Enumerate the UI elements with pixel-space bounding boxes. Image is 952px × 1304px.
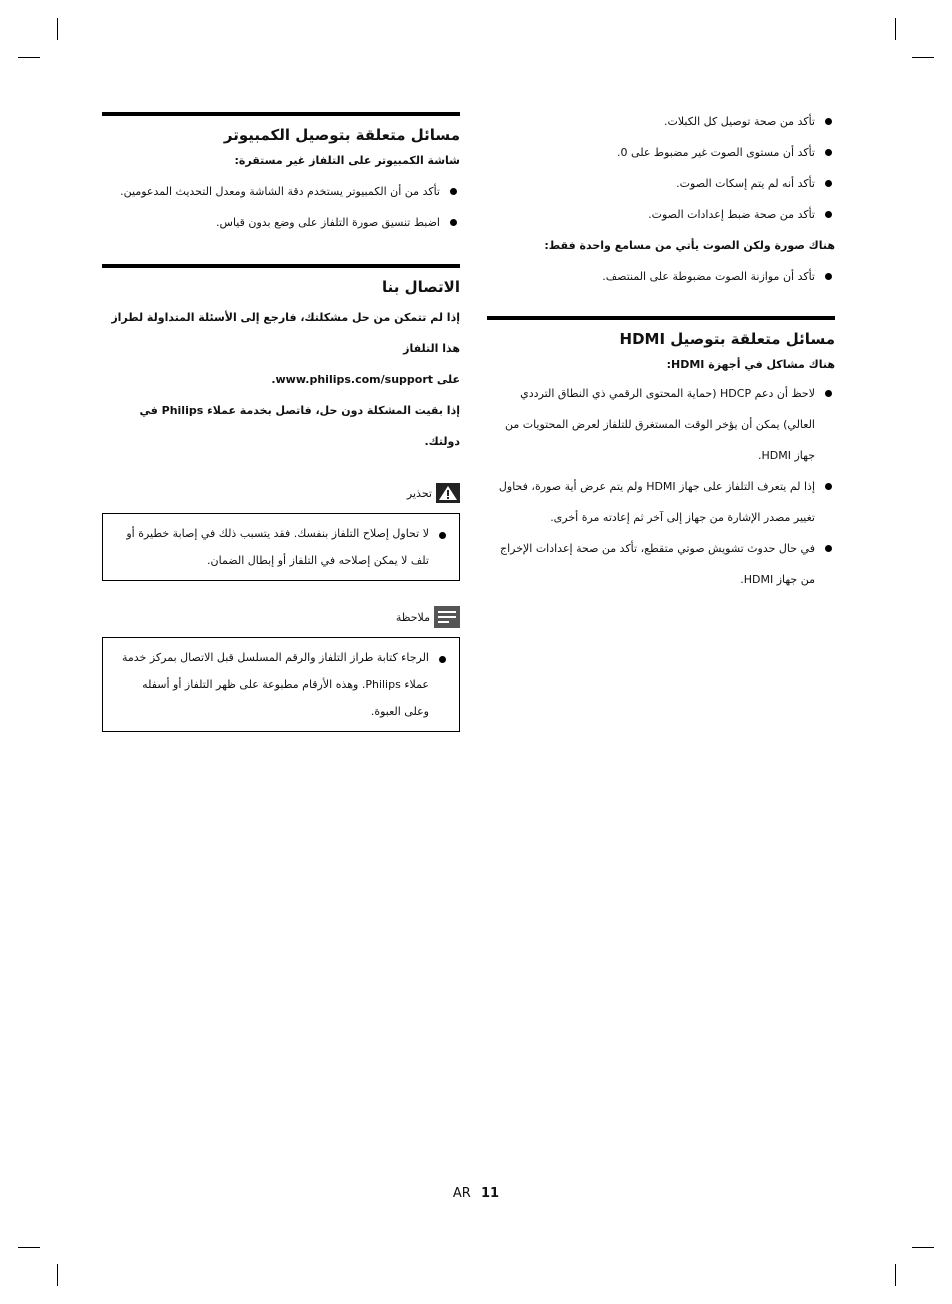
warning-header xyxy=(102,481,460,505)
sync-list xyxy=(487,261,835,292)
list-item: تأكد من صحة ضبط إعدادات الصوت. xyxy=(487,199,835,230)
warning-icon xyxy=(436,483,460,503)
note-label: ملاحظة xyxy=(395,610,430,624)
crop-mark xyxy=(57,18,58,40)
list-item: تأكد أن مستوى الصوت غير مضبوط على 0. xyxy=(487,137,835,168)
section-rule xyxy=(102,112,460,116)
crop-mark xyxy=(895,1264,896,1286)
note-text: الرجاء كتابة طراز التلفاز والرقم المسلسل قبل الاتصال بمركز خدمة عملاء Philips. وهذه الأرقام مطبوعة على ظهر التلفاز أو أسفله وعلى العبوة. xyxy=(121,644,449,725)
contact-section-title: الاتصال بنا xyxy=(382,278,460,296)
list-item: اضبط تنسيق صورة التلفاز على وضع بدون قياس. xyxy=(102,207,460,238)
crop-mark xyxy=(895,18,896,40)
sound-check-list xyxy=(487,106,835,230)
warning-box xyxy=(102,513,460,581)
language-code: AR xyxy=(452,1186,471,1201)
section-rule xyxy=(487,316,835,320)
sync-heading: هناك صورة ولكن الصوت يأتي من مسامع واحدة فقط: xyxy=(544,239,835,252)
warning-label: تحذير xyxy=(406,486,432,500)
note-header xyxy=(102,605,460,629)
crop-mark xyxy=(912,1247,934,1248)
hdmi-subheading: هناك مشاكل في أجهزة HDMI: xyxy=(666,358,835,371)
list-item: تأكد أنه لم يتم إسكات الصوت. xyxy=(487,168,835,199)
list-item: إذا لم يتعرف التلفاز على جهاز HDMI ولم يتم عرض أية صورة، فحاول تغيير مصدر الإشارة من جهاز إلى آخر ثم إعادته مرة أخرى. xyxy=(487,471,835,533)
note-box xyxy=(102,637,460,732)
warning-text: لا تحاول إصلاح التلفاز بنفسك. فقد يتسبب ذلك في إصابة خطيرة أو تلف لا يمكن إصلاحه في التلفاز أو إبطال الضمان. xyxy=(121,520,449,574)
page-footer xyxy=(0,1186,952,1201)
computer-section-title: مسائل متعلقة بتوصيل الكمبيوتر xyxy=(223,126,460,144)
computer-subheading: شاشة الكمبيوتر على التلفاز غير مستقرة: xyxy=(234,154,460,167)
right-column xyxy=(487,106,835,595)
crop-mark xyxy=(18,57,40,58)
list-item: تأكد من أن الكمبيوتر يستخدم دقة الشاشة ومعدل التحديث المدعومين. xyxy=(102,176,460,207)
computer-list xyxy=(102,176,460,238)
hdmi-section-title: مسائل متعلقة بتوصيل HDMI xyxy=(619,330,835,348)
contact-line: إذا بقيت المشكلة دون حل، فاتصل بخدمة عملاء Philips في دولتك. xyxy=(139,404,460,448)
page-number: 11 xyxy=(480,1186,500,1201)
crop-mark xyxy=(18,1247,40,1248)
list-item: تأكد من صحة توصيل كل الكبلات. xyxy=(487,106,835,137)
crop-mark xyxy=(57,1264,58,1286)
note-icon xyxy=(434,606,460,628)
list-item: تأكد أن موازنة الصوت مضبوطة على المنتصف. xyxy=(487,261,835,292)
contact-line: على www.philips.com/support. xyxy=(271,373,460,386)
section-rule xyxy=(102,264,460,268)
hdmi-list xyxy=(487,378,835,595)
contact-line: إذا لم تتمكن من حل مشكلتك، فارجع إلى الأسئلة المتداولة لطراز هذا التلفاز xyxy=(111,311,460,355)
list-item: في حال حدوث تشويش صوتي متقطع، تأكد من صحة إعدادات الإخراج من جهاز HDMI. xyxy=(487,533,835,595)
crop-mark xyxy=(912,57,934,58)
list-item: لاحظ أن دعم HDCP (حماية المحتوى الرقمي ذي النطاق الترددي العالي) يمكن أن يؤخر الوقت المستغرق للتلفاز لعرض المحتويات من جهاز HDMI. xyxy=(487,378,835,471)
left-column xyxy=(102,112,460,732)
